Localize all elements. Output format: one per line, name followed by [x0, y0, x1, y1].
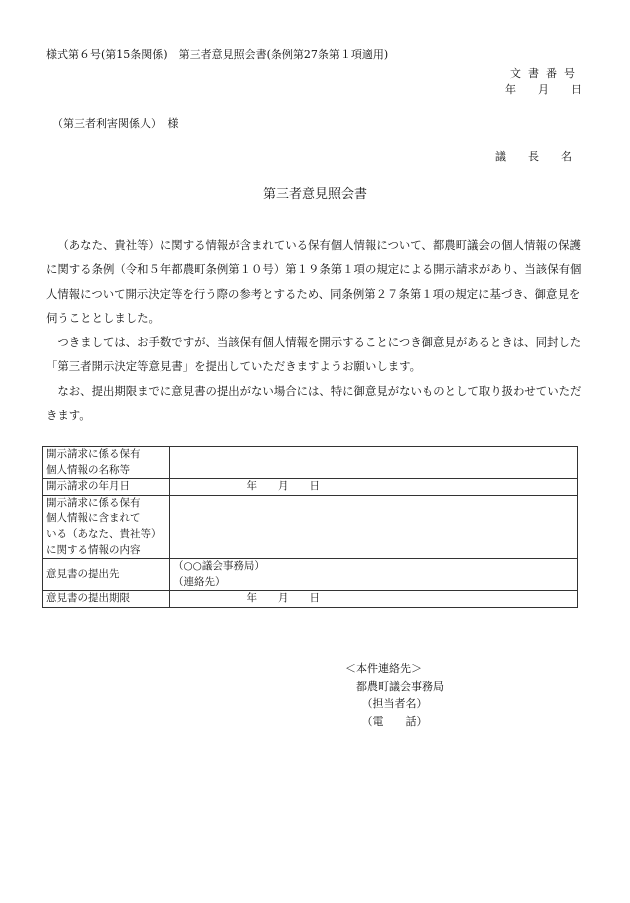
contact-office: 都農町議会事務局: [345, 679, 444, 693]
table-row-value: [170, 495, 578, 558]
paragraph-request: つきましては、お手数ですが、当該保有個人情報を開示することにつき御意見があるときは、同封した「第三者開示決定等意見書」を提出していただきますようお願いします。: [46, 335, 582, 374]
body-text: [46, 233, 586, 427]
table-row: [43, 479, 578, 496]
label-line: 開示請求に係る保有: [46, 496, 141, 509]
paragraph-inquiry: （あなた、貴社等）に関する情報が含まれている保有個人情報について、都農町議会の個人情報の保護に関する条例（令和５年都農町条例第１０号）第１９条第１項の規定による開示請求があり、当該保有個人情報について開示決定等を行う際の参考とするため、同条例第２７条第１項の規定に基づき、御意見を伺うこととしました。: [46, 238, 582, 325]
table-row: [43, 559, 578, 591]
table-row: [43, 447, 578, 479]
table-row-value: [170, 479, 578, 496]
label-line: 開示請求の年月日: [46, 480, 130, 493]
value-line: [173, 519, 574, 535]
addressee: （第三者利害関係人） 様: [52, 117, 179, 130]
table-row-label: [43, 559, 170, 591]
table-row-label: [43, 479, 170, 496]
label-line: 個人情報の名称等: [46, 463, 130, 476]
form-header: 様式第６号(第15条関係) 第三者意見照会書(条例第27条第１項適用): [46, 48, 389, 61]
issue-date: 年 月 日: [505, 83, 582, 96]
label-line: 個人情報に含まれて: [46, 512, 141, 525]
label-line: 開示請求に係る保有: [46, 448, 141, 460]
value-line: （連絡先）: [173, 575, 226, 588]
contact-person: （担当者名）: [345, 697, 428, 710]
table-row: [43, 495, 578, 558]
value-line: 年 月 日: [173, 592, 320, 605]
document-title: 第三者意見照会書: [262, 187, 367, 202]
label-line: 意見書の提出期限: [46, 592, 130, 605]
value-line: [173, 455, 574, 471]
table-row-label: [43, 447, 170, 479]
table-row: [43, 591, 578, 608]
table-row-label: [43, 495, 170, 558]
label-line: いる（あなた、貴社等）: [46, 527, 162, 540]
table-row-value: [170, 559, 578, 591]
value-line: （○○議会事務局）: [173, 560, 265, 573]
info-table: [42, 446, 578, 608]
contact-block: [345, 660, 444, 730]
contact-phone: （電 話）: [345, 714, 428, 728]
contact-heading: ＜本件連絡先＞: [345, 662, 422, 675]
document-number: 文書番号: [510, 67, 582, 80]
value-line: 年 月 日: [173, 480, 320, 493]
label-line: 意見書の提出先: [46, 567, 120, 580]
chairman-name: 議 長 名: [495, 150, 572, 163]
table-row-value: [170, 591, 578, 608]
table-row-label: [43, 591, 170, 608]
table-row-value: [170, 447, 578, 479]
label-line: に関する情報の内容: [46, 543, 141, 556]
paragraph-deadline: なお、提出期限までに意見書の提出がない場合には、特に御意見がないものとして取り扱わせていただきます。: [46, 383, 582, 423]
